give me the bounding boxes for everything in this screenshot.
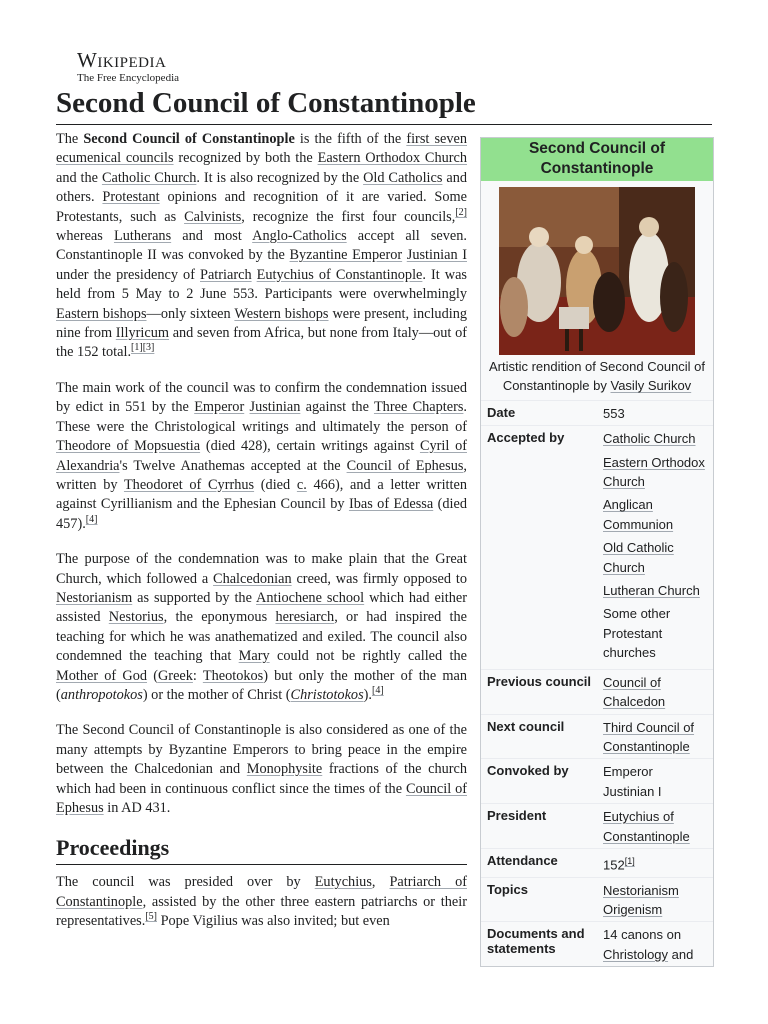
- link-eastern-orthodox[interactable]: Eastern Orthodox Church: [317, 150, 468, 167]
- section-heading-proceedings: Proceedings: [56, 834, 467, 865]
- link-greek[interactable]: Greek: [157, 667, 193, 684]
- link-western-bishops[interactable]: Western bishops: [234, 305, 329, 322]
- label-documents: Documents and statements: [487, 926, 585, 957]
- link-council-ephesus[interactable]: Council of Ephesus: [56, 780, 467, 816]
- label-convoked-by: Convoked by: [487, 763, 569, 779]
- link-circa[interactable]: c.: [296, 476, 307, 493]
- link-christotokos[interactable]: Christotokos: [290, 686, 364, 703]
- link-accepted-old-catholic[interactable]: Old Catholic Church: [603, 540, 674, 575]
- link-anglo-catholics[interactable]: Anglo-Catholics: [252, 228, 347, 245]
- label-previous-council: Previous council: [487, 673, 592, 689]
- infobox-row-next-council: [481, 714, 713, 759]
- paragraph-main-work: The main work of the council was to confirm the condemnation issued by edict in 551 by the Emperor Justinian against the Three Chapters. These were the Christological writings and ultimately the person of Theodore of Mopsuestia (died 428), certain writings against Cyril of Alexandria's Twelve Anathemas accepted at the Council of Ephesus, written by Theodoret of Cyrrhus (died c. 466), and a letter written against Cyrillianism and the Ephesian Council by Ibas of Edessa (died 457).[4]: [56, 379, 468, 532]
- link-accepted-catholic[interactable]: Catholic Church: [603, 431, 696, 447]
- reference-link[interactable]: [4]: [85, 513, 98, 525]
- link-emperor[interactable]: Emperor: [194, 399, 245, 416]
- link-eutychius[interactable]: Eutychius: [314, 874, 372, 891]
- link-catholic-church[interactable]: Catholic Church: [101, 169, 197, 186]
- link-accepted-eastern-orthodox[interactable]: Eastern Orthodox Church: [603, 454, 705, 490]
- paragraph-proceedings: The council was presided over by Eutychius, Patriarch of Constantinople, assisted by the other three eastern patriarchs or their representatives.[5] Pope Vigilius was also invited; but even: [56, 874, 467, 930]
- link-old-catholics[interactable]: Old Catholics: [363, 169, 443, 186]
- value-attendance: 152: [603, 857, 625, 873]
- link-calvinists[interactable]: Calvinists: [184, 208, 242, 225]
- article-body: [56, 130, 467, 948]
- reference-link[interactable]: [2]: [455, 206, 467, 218]
- council-painting-image[interactable]: [499, 187, 695, 355]
- link-patriarch[interactable]: Patriarch: [200, 266, 252, 283]
- link-third-council[interactable]: Third Council of Constantinople: [603, 719, 695, 754]
- infobox-row-documents: Documents and statements 14 canons on Christology and: [481, 921, 713, 966]
- page-title: Second Council of Constantinople: [56, 84, 712, 125]
- infobox-row-accepted-by: [481, 425, 713, 668]
- link-president-eutychius[interactable]: Eutychius of Constantinople: [603, 809, 690, 844]
- label-next-council: Next council: [487, 718, 565, 734]
- link-council-chalcedon[interactable]: Council of Chalcedon: [603, 674, 666, 710]
- link-heresiarch[interactable]: heresiarch: [275, 609, 335, 626]
- infobox-row-previous-council: [481, 669, 713, 714]
- label-accepted-by: Accepted by: [487, 430, 565, 446]
- link-illyricum[interactable]: Illyricum: [115, 325, 169, 342]
- label-topics: Topics: [487, 881, 528, 897]
- reference-link[interactable]: [5]: [145, 911, 157, 923]
- label-attendance: Attendance: [487, 852, 558, 868]
- link-three-chapters[interactable]: Three Chapters: [373, 399, 464, 416]
- wikipedia-logo[interactable]: [77, 50, 179, 85]
- value-other-protestant: Some other Protestant churches: [603, 606, 671, 661]
- link-cyril[interactable]: Cyril of Alexandria: [56, 438, 467, 474]
- infobox-row-president: [481, 803, 713, 848]
- link-ibas[interactable]: Ibas of Edessa: [348, 496, 434, 513]
- link-theodoret[interactable]: Theodoret of Cyrrhus: [123, 476, 255, 493]
- label-date: Date: [487, 404, 516, 420]
- link-protestant[interactable]: Protestant: [102, 189, 160, 206]
- link-council-ephesus[interactable]: Council of Ephesus: [346, 457, 464, 474]
- value-date: 553: [603, 405, 625, 421]
- value-convoked-by: Emperor Justinian I: [603, 764, 662, 799]
- link-mary[interactable]: Mary: [238, 648, 270, 665]
- link-first-seven-councils[interactable]: first seven ecumenical councils: [56, 131, 467, 167]
- link-accepted-lutheran[interactable]: Lutheran Church: [603, 583, 700, 599]
- link-vasily-surikov[interactable]: Vasily Surikov: [610, 378, 692, 394]
- link-justinian[interactable]: Justinian: [249, 399, 301, 416]
- link-monophysite[interactable]: Monophysite: [246, 761, 323, 778]
- link-chalcedonian[interactable]: Chalcedonian: [213, 570, 292, 587]
- link-lutherans[interactable]: Lutherans: [113, 228, 172, 245]
- label-president: President: [487, 808, 547, 824]
- link-eutychius[interactable]: Eutychius of Constantinople: [256, 266, 423, 283]
- infobox-row-date: [481, 400, 713, 425]
- link-antiochene-school[interactable]: Antiochene school: [256, 589, 365, 606]
- link-christology[interactable]: Christology: [603, 946, 669, 962]
- infobox: [480, 137, 714, 967]
- reference-link[interactable]: [4]: [371, 685, 384, 697]
- image-caption: Artistic rendition of Second Council of Constantinople by Vasily Surikov: [488, 359, 706, 394]
- infobox-row-convoked-by: [481, 758, 713, 803]
- link-topic-nestorianism[interactable]: Nestorianism: [603, 882, 679, 898]
- link-eastern-bishops[interactable]: Eastern bishops: [56, 305, 147, 322]
- reference-link[interactable]: [1]: [624, 855, 635, 866]
- link-nestorius[interactable]: Nestorius: [108, 609, 164, 626]
- link-theodore[interactable]: Theodore of Mopsuestia: [56, 438, 201, 455]
- link-theotokos[interactable]: Theotokos: [202, 667, 264, 684]
- link-nestorianism[interactable]: Nestorianism: [56, 589, 133, 606]
- link-justinian[interactable]: Justinian I: [406, 247, 467, 264]
- infobox-row-topics: [481, 877, 713, 922]
- reference-link[interactable]: [1][3]: [131, 342, 155, 354]
- link-accepted-anglican[interactable]: Anglican Communion: [603, 497, 674, 532]
- link-mother-of-god[interactable]: Mother of God: [56, 667, 148, 684]
- infobox-row-attendance: [481, 848, 713, 877]
- logo-wordmark: Wikipedia: [77, 48, 167, 72]
- link-byzantine-emperor[interactable]: Byzantine Emperor: [289, 247, 403, 264]
- intro-paragraph: The Second Council of Constantinople is the fifth of the first seven ecumenical councils recognized by both the Eastern Orthodox Church and the Catholic Church. It is also recognized by the Old Catholics and others. Protestant opinions and recognition of it are varied. Some Protestants, such as Calvinists, recognize the first four councils,[2] whereas Lutherans and most Anglo-Catholics accept all seven. Constantinople II was convoked by the Byzantine Emperor Justinian I under the presidency of Patriarch Eutychius of Constantinople. It was held from 5 May to 2 June 553. Participants were overwhelmingly Eastern bishops—only sixteen Western bishops were present, including nine from Illyricum and seven from Africa, but none from Italy—out of the 152 total.[1][3]: [56, 131, 468, 361]
- link-patriarch-constantinople[interactable]: Patriarch of Constantinople: [56, 874, 467, 910]
- paragraph-peace-attempts: The Second Council of Constantinople is also considered as one of the many attempts by Byzantine Emperors to bring peace in the empire between the Chalcedonian and Monophysite fractions of the church which had been in continuous conflict since the times of the Council of Ephesus in AD 431.: [56, 722, 467, 816]
- infobox-title: Second Council of Constantinople: [481, 138, 713, 181]
- article-subject: Second Council of Constantinople: [83, 131, 295, 147]
- logo-tagline: The Free Encyclopedia: [77, 72, 180, 84]
- paragraph-purpose: The purpose of the condemnation was to make plain that the Great Church, which followed a Chalcedonian creed, was firmly opposed to Nestorianism as supported by the Antiochene school which had either assisted Nestorius, the eponymous heresiarch, or had inspired the teaching for which he was anathematized and exiled. The council also condemned the teaching that Mary could not be rightly called the Mother of God (Greek: Theotokos) but only the mother of the man (anthropotokos) or the mother of Christ (Christotokos).[4]: [56, 551, 468, 703]
- link-topic-origenism[interactable]: Origenism: [603, 902, 663, 918]
